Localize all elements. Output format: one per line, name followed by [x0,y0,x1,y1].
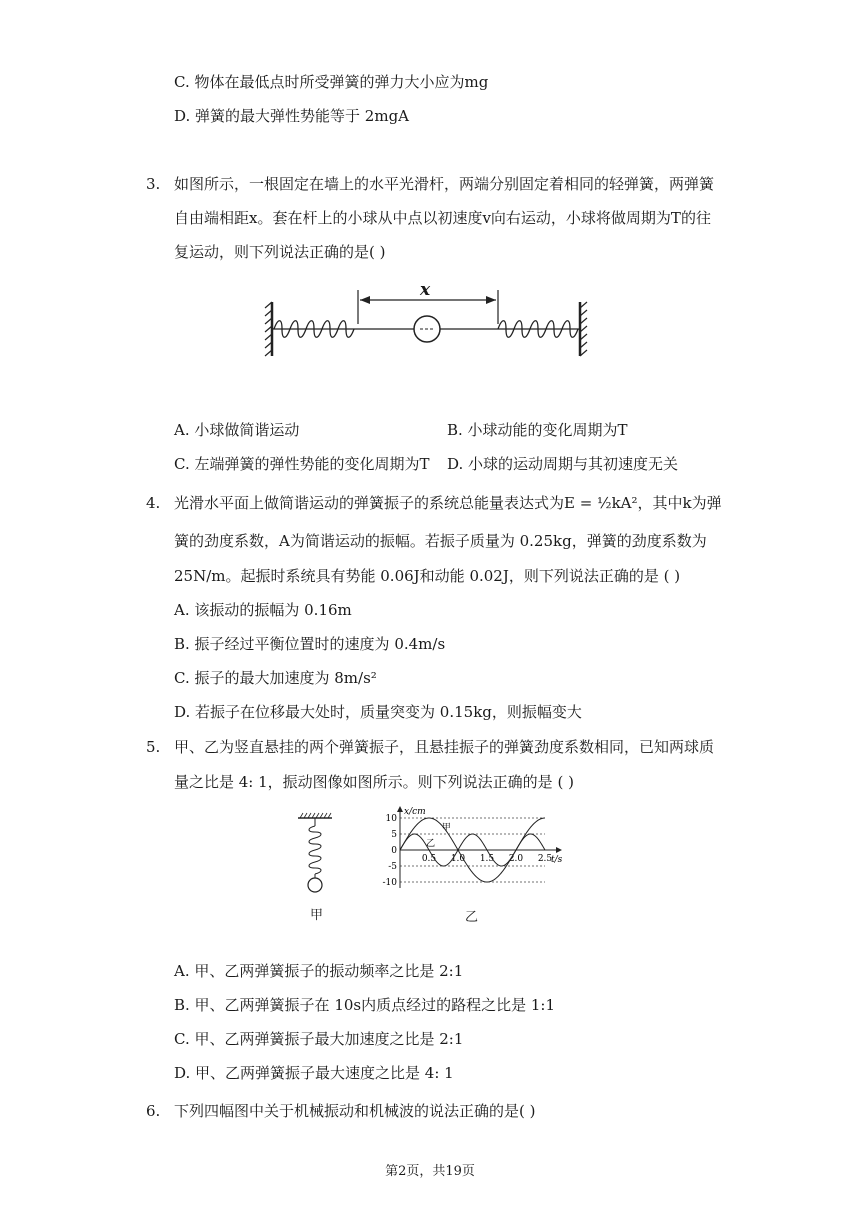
q4-line-1: 光滑水平面上做简谐运动的弹簧振子的系统总能量表达式为E = ½kA²，其中k为弹 [174,494,722,512]
q5-option-b: B. 甲、乙两弹簧振子在 10s内质点经过的路程之比是 1:1 [174,996,556,1014]
q5-option-d: D. 甲、乙两弹簧振子最大速度之比是 4: 1 [174,1064,454,1082]
q5-figure-caption-right: 乙 [465,910,479,925]
q5-line-2: 量之比是 4: 1，振动图像如图所示。则下列说法正确的是 ( ) [174,773,574,791]
y-tick-label: 10 [385,814,397,824]
q2-option-c: C. 物体在最低点时所受弹簧的弹力大小应为mg [174,73,489,91]
x-tick-label: 2.5 [537,854,553,864]
q3-line-1: 如图所示，一根固定在墙上的水平光滑杆，两端分别固定着相同的轻弹簧，两弹簧 [174,175,715,193]
q6-number: 6. [146,1102,161,1120]
y-tick-label: -5 [388,862,397,872]
q5-line-1: 甲、乙为竖直悬挂的两个弹簧振子，且悬挂振子的弹簧劲度系数相同，已知两球质 [174,738,715,756]
q4-number: 4. [146,494,161,512]
x-tick-label: 1.5 [479,854,495,864]
q3-option-a: A. 小球做简谐运动 [174,421,300,439]
q4-option-c: C. 振子的最大加速度为 8m/s² [174,669,377,687]
q3-option-c: C. 左端弹簧的弹性势能的变化周期为T [174,455,430,473]
q6-line-1: 下列四幅图中关于机械振动和机械波的说法正确的是( ) [174,1102,536,1120]
x-axis-label: t/s [551,855,563,865]
q3-line-3: 复运动，则下列说法正确的是( ) [174,243,386,261]
q3-number: 3. [146,175,161,193]
q4-option-b: B. 振子经过平衡位置时的速度为 0.4m/s [174,635,446,653]
y-tick-label: -10 [382,878,397,888]
q5-number: 5. [146,738,161,756]
y-tick-label: 0 [391,846,397,856]
q5-figure-caption-left: 甲 [310,908,324,923]
q3-option-d: D. 小球的运动周期与其初速度无关 [447,455,679,473]
x-axis-arrow [556,847,562,853]
y-tick-label: 5 [391,830,397,840]
x-tick-label: 0.5 [421,854,437,864]
q4-option-d: D. 若振子在位移最大处时，质量突变为 0.15kg，则振幅变大 [174,703,582,721]
q3-option-b: B. 小球动能的变化周期为T [447,421,628,439]
q5-vibration-graph [370,806,570,896]
series-label-1: 甲 [441,822,451,833]
x-tick-label: 1.0 [450,854,466,864]
series-label-2: 乙 [426,839,436,850]
y-axis-arrow [397,806,403,812]
page-footer: 第2页，共19页 [385,1164,475,1179]
q5-option-a: A. 甲、乙两弹簧振子的振动频率之比是 2:1 [174,962,464,980]
q5-spring-oscillator-figure [290,812,340,897]
x-tick-label: 2.0 [508,854,524,864]
q5-option-c: C. 甲、乙两弹簧振子最大加速度之比是 2:1 [174,1030,464,1048]
q4-line-3: 25N/m。起振时系统具有势能 0.06J和动能 0.02J，则下列说法正确的是 ( ) [174,567,681,585]
q2-option-d: D. 弹簧的最大弹性势能等于 2mgA [174,107,409,125]
q4-option-a: A. 该振动的振幅为 0.16m [174,601,352,619]
q3-figure-label-x: x [420,280,431,300]
q4-line-2: 簧的劲度系数，A为简谐运动的振幅。若振子质量为 0.25kg，弹簧的劲度系数为 [174,532,707,550]
y-axis-label: x/cm [404,807,426,817]
q3-line-2: 自由端相距x。套在杆上的小球从中点以初速度v向右运动，小球将做周期为T的往 [174,209,711,227]
